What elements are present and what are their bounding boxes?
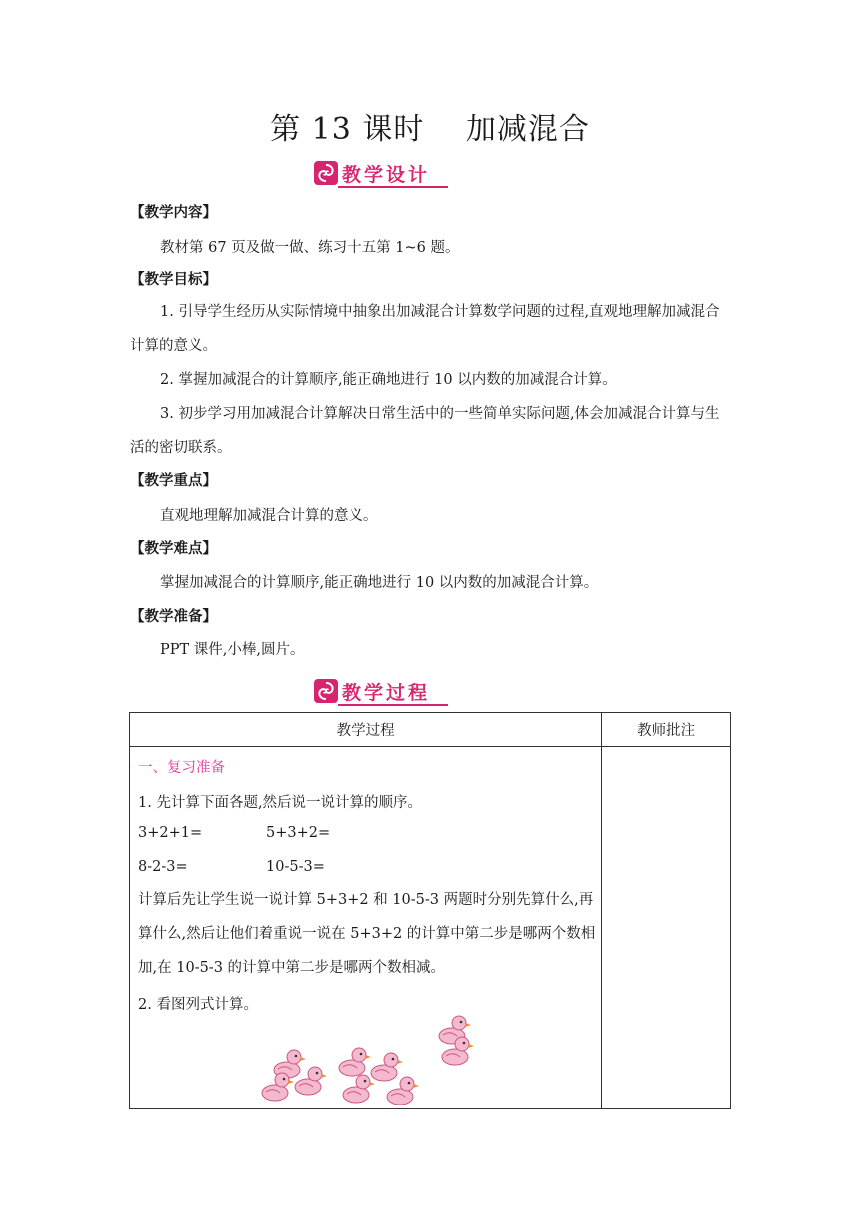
duck-icon (371, 1053, 403, 1081)
header-main: 教学过程 (130, 713, 602, 747)
equation-row-2 (138, 859, 325, 875)
process-cell (130, 747, 602, 1109)
difficulty-text: 掌握加减混合的计算顺序,能正确地进行 10 以内数的加减混合计算。 (160, 575, 599, 591)
duck-icon (387, 1077, 419, 1105)
step-title: 一、复习准备 (138, 760, 225, 776)
design-banner (314, 160, 448, 188)
equation: 8-2-3= (138, 859, 188, 875)
goal-1: 1. 引导学生经历从实际情境中抽象出加减混合计算数学问题的过程,直观地理解加减混合计算的意义。 (130, 304, 720, 354)
process-banner (314, 678, 448, 706)
goal-2: 2. 掌握加减混合的计算顺序,能正确地进行 10 以内数的加减混合计算。 (160, 372, 617, 388)
equation-row-1 (138, 825, 331, 841)
equation: 10-5-3= (266, 859, 325, 875)
page-title: 第 13 课时 加减混合 (270, 112, 590, 147)
content-heading: 【教学内容】 (130, 204, 217, 221)
header-note: 教师批注 (602, 713, 731, 747)
process-table (129, 712, 731, 1109)
key-text: 直观地理解加减混合计算的意义。 (160, 508, 378, 524)
difficulty-heading: 【教学难点】 (130, 540, 217, 557)
explanation: 计算后先让学生说一说计算 5+3+2 和 10-5-3 两题时分别先算什么,再算什么,然后让他们着重说一说在 5+3+2 的计算中第二步是哪两个数相加,在 10-5-3 的计算中第二步是哪两个数相减。 (138, 892, 596, 976)
duck-icon (343, 1075, 375, 1103)
prep-heading: 【教学准备】 (130, 608, 217, 625)
key-heading: 【教学重点】 (130, 472, 217, 489)
item-2: 2. 看图列式计算。 (138, 997, 258, 1013)
equation: 3+2+1= (138, 825, 203, 841)
prep-text: PPT 课件,小棒,圆片。 (160, 642, 305, 658)
process-banner-label: 教学过程 (342, 682, 431, 704)
banner-underline (338, 704, 448, 706)
goals-heading: 【教学目标】 (130, 271, 217, 288)
table-row (130, 747, 731, 1109)
goal-3: 3. 初步学习用加减混合计算解决日常生活中的一些简单实际问题,体会加减混合计算与生活的密切联系。 (130, 406, 720, 456)
item-1: 1. 先计算下面各题,然后说一说计算的顺序。 (138, 795, 423, 811)
banner-underline (338, 186, 448, 188)
swirl-logo-icon (314, 679, 338, 703)
equation: 5+3+2= (266, 825, 331, 841)
ducks-illustration (260, 1015, 480, 1105)
content-text: 教材第 67 页及做一做、练习十五第 1~6 题。 (160, 240, 460, 256)
teacher-note-cell[interactable] (602, 747, 731, 1109)
duck-icon (339, 1048, 371, 1076)
design-banner-label: 教学设计 (342, 164, 431, 186)
table-header-row (130, 713, 731, 747)
swirl-logo-icon (314, 161, 338, 185)
